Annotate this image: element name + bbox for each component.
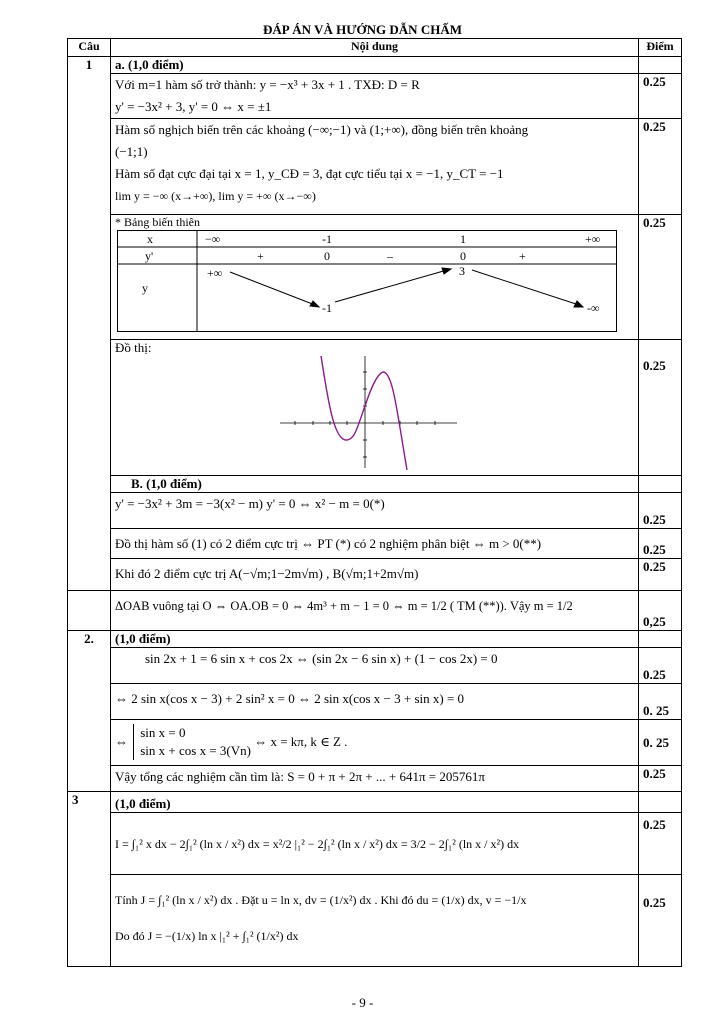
- arrow-down: [230, 272, 315, 305]
- q1-a-line3: Hàm số nghịch biến trên các khoảng (−∞;−1) và (1;+∞), đồng biến trên khoảng: [115, 122, 529, 137]
- arrow-up: [335, 270, 447, 302]
- q2-line1: sin 2x + 1 = 6 sin x + cos 2x ⇔ (sin 2x − 6 sin x) + (1 − cos 2x) = 0: [145, 651, 498, 666]
- q2-number: 2.: [68, 631, 111, 792]
- variation-table: [115, 230, 634, 332]
- score: 0.25: [639, 119, 682, 215]
- bbt-x-val: +∞: [585, 232, 601, 246]
- bbt-yp-sign: +: [257, 249, 264, 263]
- q2-system: [133, 724, 251, 760]
- q1-a-line2: y' = −3x² + 3, y' = 0 ⇔ x = ±1: [115, 99, 272, 114]
- q1-a-line6: lim y = −∞ (x→+∞), lim y = +∞ (x→−∞): [115, 189, 316, 203]
- q1-a-line4: (−1;1): [115, 144, 148, 159]
- score: 0.25: [639, 529, 682, 559]
- q2-system-eq2: sin x + cos x = 3(Vn): [140, 743, 251, 758]
- bbt-x-val: 1: [460, 232, 466, 246]
- function-graph: [275, 352, 475, 470]
- bbt-y-val: 3: [459, 264, 465, 278]
- q3-line3: Do đó J = −(1/x) ln x |₁² + ∫₁² (1/x²) dx: [115, 929, 299, 943]
- score: 0.25: [639, 648, 682, 684]
- q3-number: 3: [68, 792, 111, 967]
- bbt-yp-zero: 0: [460, 249, 466, 263]
- score: 0.25: [639, 875, 682, 967]
- bbt-label: * Bảng biến thiên: [115, 215, 200, 229]
- score: 0.25: [639, 559, 682, 591]
- answer-table: Câu Nội dung Điểm 1 a. (1,0 điểm) Với m=1 hàm số trở thành: y = −x³ + 3x + 1 . TXĐ: D = R y' = −3x² + 3, y' = 0 ⇔ x = ±1 0.25 Hàm số nghịch biến trên các khoảng (−∞;−1) và (1;+∞), đồng biến trên khoảng (−1;1) Hàm số đạt cực đại tại x = 1, y_CĐ = 3, đạt cực tiểu tại x = −1, y_CT = −1 lim y = −∞ (x→+∞), lim y = +∞ (x→−∞) 0.25 * Bảng biến thiên x −∞ -1 1 +∞ y' + 0 – 0 + y +∞ -1 3 -∞ 0.25 Đồ thị: 0.25 B. (1,0 điểm) y' = −3x² + 3m = −3(x² − m) y' = 0 ⇔ x² − m = 0(*) 0.25 Đồ thị hàm số (1) có 2 điểm cực trị ⇔ PT (*) có 2 nghiệm phân biệt ⇔ m > 0(**) 0.25 Khi đó 2 điểm cực trị A(−√m;1−2m√m) , B(√m;1+2m√m) 0.25 ΔOAB vuông tại O ⇔ OA.OB = 0 ⇔ 4m³ + m − 1 = 0 ⇔ m = 1/2 ( TM (**)). Vậy m = 1/2 0,25 2. (1,0 điểm) sin 2x + 1 = 6 sin x + cos 2x ⇔ (sin 2x − 6 sin x) + (1 − cos 2x) = 0 0.25 ⇔ 2 sin x(cos x − 3) + 2 sin² x = 0 ⇔ 2 sin x(cos x − 3 + sin x) = 0 0. 25 ⇔ sin x = 0 sin x + cos x = 3(Vn) ⇔ x = kπ, k ∈ Z . 0. 25 Vậy tổng các nghiệm cần tìm là: S = 0 + π + 2π + ... + 641π = 205761π 0.25 3 (1,0 điểm) I = ∫₁² x dx − 2∫₁² (ln x / x²) dx = x²/2 |₁² − 2∫₁² (ln x / x²) dx = 3/2 − 2∫₁² (ln x / x²) dx 0.25 Tính J = ∫₁² (ln x / x²) dx . Đặt u = ln x, dv = (1/x²) dx . Khi đó du = (1/x) dx, v = −1/x Do đó J = −(1/x) ln x |₁² + ∫₁² (1/x²) dx 0.25: [67, 38, 682, 967]
- score: 0.25: [639, 766, 682, 792]
- bbt-y-val: -∞: [587, 301, 600, 315]
- col-noidung: Nội dung: [111, 39, 639, 57]
- score: 0,25: [639, 591, 682, 631]
- q1-b-line3: Khi đó 2 điểm cực trị A(−√m;1−2m√m) , B(√m;1+2m√m): [115, 566, 419, 581]
- bbt-y-val: +∞: [207, 266, 223, 280]
- q2-system-eq1: sin x = 0: [140, 725, 186, 740]
- q2-solution: ⇔ x = kπ, k ∈ Z .: [254, 734, 348, 749]
- q2-line2: ⇔ 2 sin x(cos x − 3) + 2 sin² x = 0 ⇔ 2 sin x(cos x − 3 + sin x) = 0: [115, 691, 465, 706]
- page-title: ĐÁP ÁN VÀ HƯỚNG DẪN CHẤM: [263, 22, 462, 37]
- q1-b-line4: ΔOAB vuông tại O ⇔ OA.OB = 0 ⇔ 4m³ + m − 1 = 0 ⇔ m = 1/2 ( TM (**)). Vậy m = 1/2: [115, 599, 573, 613]
- bbt-x-val: −∞: [205, 232, 221, 246]
- bbt-x-val: -1: [322, 232, 332, 246]
- cubic-curve: [321, 356, 407, 470]
- score: 0.25: [639, 74, 682, 119]
- q1-b-line1: y' = −3x² + 3m = −3(x² − m) y' = 0 ⇔ x² − m = 0(*): [115, 496, 385, 511]
- q3-line2: Tính J = ∫₁² (ln x / x²) dx . Đặt u = ln x, dv = (1/x²) dx . Khi đó du = (1/x) dx, v = −1/x: [115, 893, 527, 907]
- header-row: [68, 39, 682, 57]
- bbt-yp-sign: –: [387, 249, 393, 263]
- bbt-y-label: y: [142, 281, 148, 295]
- bbt-y-val: -1: [322, 301, 332, 315]
- variation-table-svg: [117, 230, 617, 332]
- score: 0.25: [639, 813, 682, 875]
- q1-a-line1: Với m=1 hàm số trở thành: y = −x³ + 3x + 1 . TXĐ: D = R: [115, 77, 420, 92]
- col-diem: Điểm: [639, 39, 682, 57]
- score: 0.25: [639, 493, 682, 529]
- score: 0.25: [639, 340, 682, 476]
- q3-heading: (1,0 điểm): [111, 792, 639, 813]
- graph-label: Đồ thị:: [115, 340, 152, 355]
- q3-line1: I = ∫₁² x dx − 2∫₁² (ln x / x²) dx = x²/2 |₁² − 2∫₁² (ln x / x²) dx = 3/2 − 2∫₁² (ln x / x²) dx: [115, 836, 520, 851]
- arrow-down: [472, 270, 579, 305]
- bbt-yp-zero: 0: [324, 249, 330, 263]
- q1-b-line2: Đồ thị hàm số (1) có 2 điểm cực trị ⇔ PT (*) có 2 nghiệm phân biệt ⇔ m > 0(**): [115, 536, 542, 551]
- q2-line4: Vậy tổng các nghiệm cần tìm là: S = 0 + π + 2π + ... + 641π = 205761π: [115, 769, 485, 784]
- score: 0.25: [639, 215, 682, 340]
- q1-a-heading: a. (1,0 điểm): [111, 57, 639, 74]
- bbt-yp-sign: +: [519, 249, 526, 263]
- q1-a-line5: Hàm số đạt cực đại tại x = 1, y_CĐ = 3, đạt cực tiểu tại x = −1, y_CT = −1: [115, 166, 504, 181]
- q1-b-heading: B. (1,0 điểm): [111, 476, 639, 493]
- score: 0. 25: [639, 720, 682, 766]
- col-cau: Câu: [68, 39, 111, 57]
- q2-heading: (1,0 điểm): [111, 631, 639, 648]
- bbt-x-label: x: [147, 232, 153, 246]
- score: 0. 25: [639, 684, 682, 720]
- page-number: - 9 -: [351, 995, 374, 1010]
- bbt-yp-label: y': [145, 249, 154, 263]
- q1-number: 1: [68, 57, 111, 591]
